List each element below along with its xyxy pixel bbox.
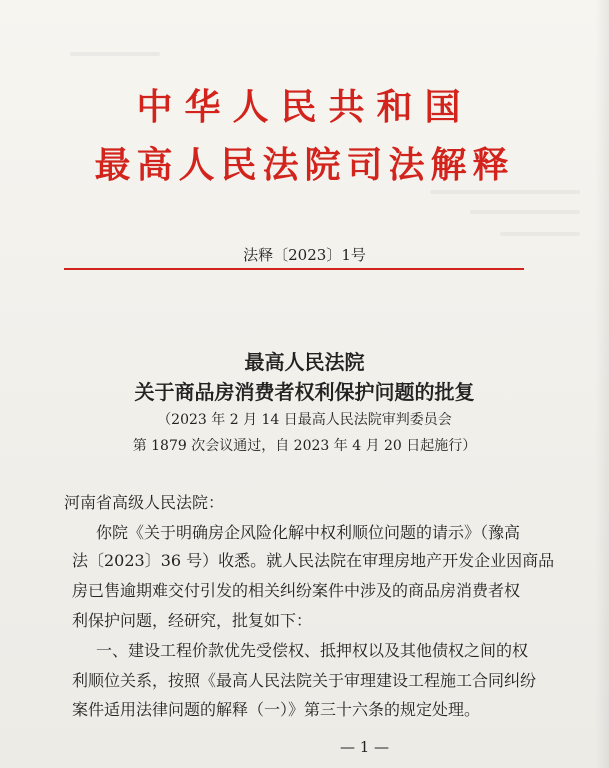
- paragraph-line: 一、建设工程价款优先受偿权、抵押权以及其他债权之间的权: [96, 641, 529, 660]
- paragraph-line: 法〔2023〕36 号）收悉。就人民法院在审理房地产开发企业因商品: [72, 551, 555, 570]
- issuer-header-line2: 最高人民法院司法解释: [94, 145, 515, 186]
- document-number: 法释〔2023〕1号: [243, 246, 366, 264]
- paragraph-line: 案件适用法律问题的解释（一）》第三十六条的规定处理。: [72, 700, 481, 719]
- paragraph-line: 利保护问题，经研究，批复如下：: [72, 611, 313, 630]
- document-title-line1: 最高人民法院: [244, 350, 365, 374]
- bleed-through-mark: [500, 232, 580, 236]
- bleed-through-mark: [70, 52, 160, 56]
- red-divider-line: [64, 268, 524, 270]
- issuer-header-line1: 中华人民共和国: [136, 87, 473, 128]
- addressee: 河南省高级人民法院：: [64, 493, 225, 512]
- paragraph-line: 房已售逾期难交付引发的相关纠纷案件中涉及的商品房消费者权: [72, 581, 521, 600]
- paragraph-line: 利顺位关系，按照《最高人民法院关于审理建设工程施工合同纠纷: [72, 671, 537, 690]
- paragraph-line: 你院《关于明确房企风险化解中权利顺位问题的请示》（豫高: [96, 523, 521, 542]
- document-title-line2: 关于商品房消费者权利保护问题的批复: [134, 380, 475, 404]
- bleed-through-mark: [430, 190, 580, 194]
- paper-edge-shadow: [595, 0, 609, 768]
- adoption-note-line1: （2023 年 2 月 14 日最高人民法院审判委员会: [157, 412, 452, 428]
- page-number: — 1 —: [339, 738, 390, 756]
- bleed-through-mark: [470, 210, 580, 214]
- adoption-note-line2: 第 1879 次会议通过，自 2023 年 4 月 20 日起施行）: [132, 438, 477, 454]
